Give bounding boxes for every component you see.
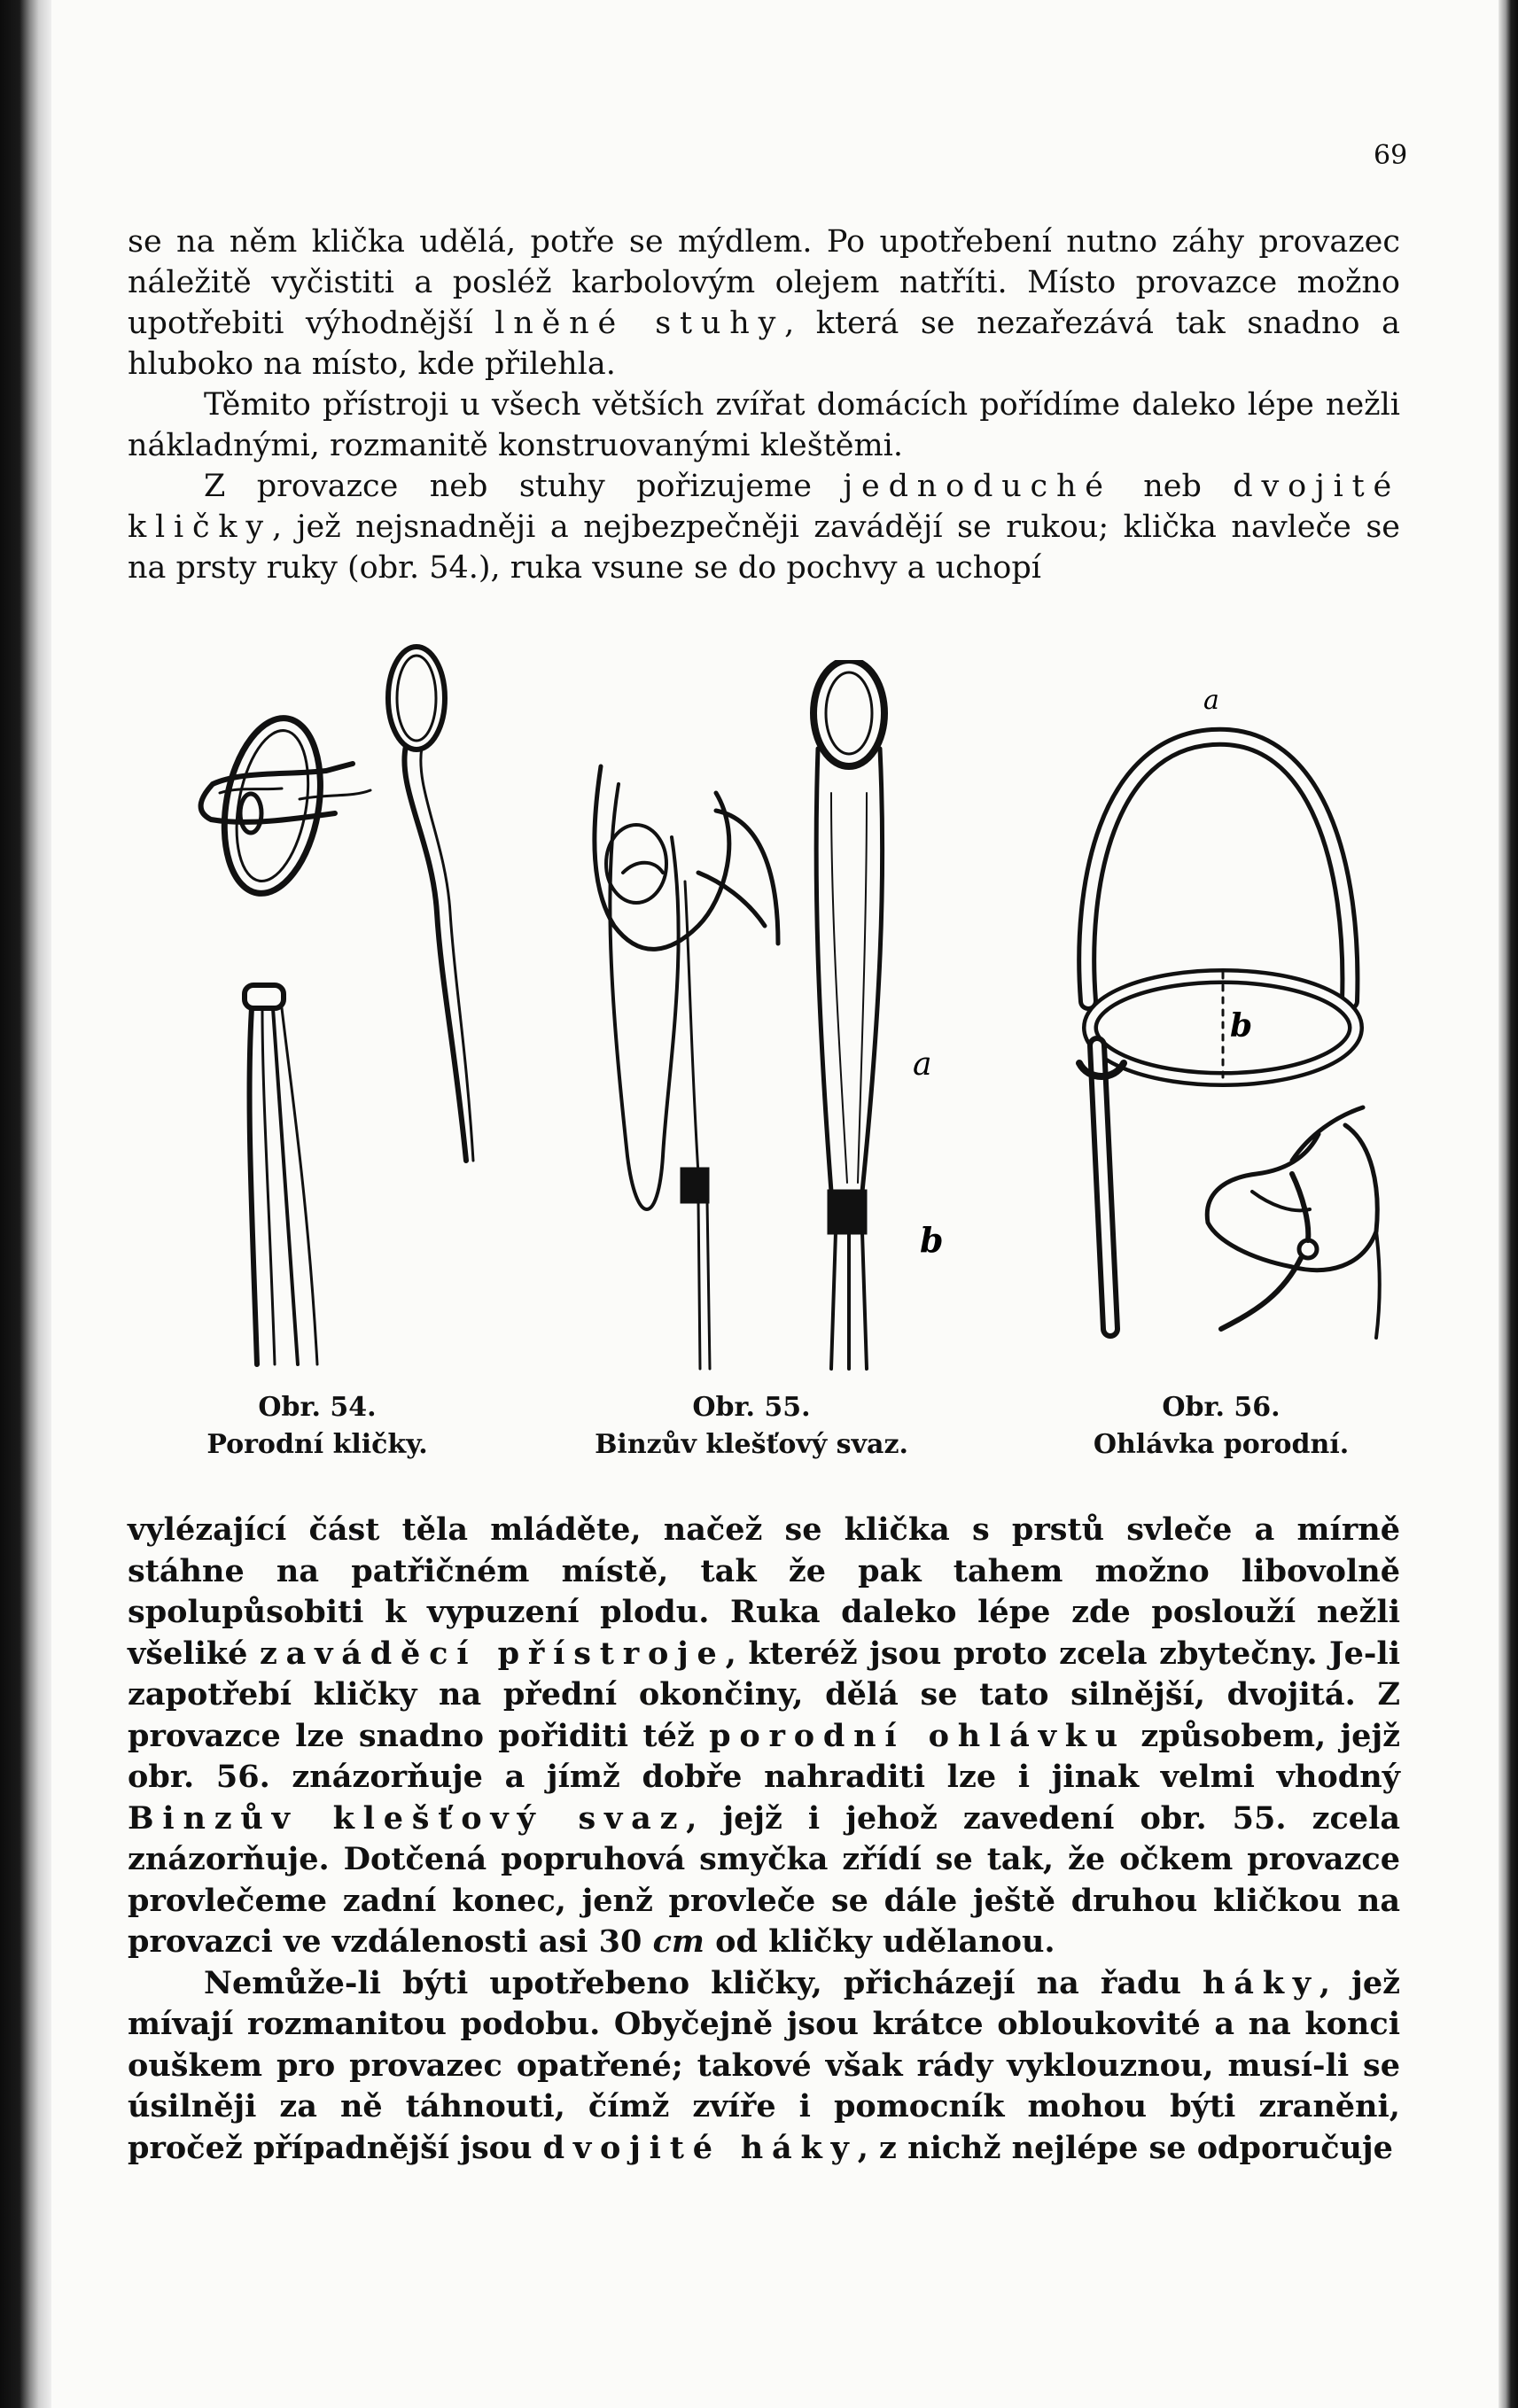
figure-56-label-a: a	[1203, 691, 1219, 716]
binz-strap-drawing	[565, 660, 982, 1378]
emphasis-lnene-stuhy: lněné stuhy	[494, 306, 785, 341]
figure-55-number: Obr. 55.	[692, 1392, 811, 1423]
halter-drawing	[1026, 691, 1416, 1347]
emphasis-dvojite-haky: dvojité háky	[542, 2129, 858, 2166]
figure-56-title: Ohlávka porodní.	[1093, 1429, 1350, 1460]
figure-56-number: Obr. 56.	[1162, 1392, 1281, 1423]
figure-54-illustration	[140, 638, 494, 1373]
rope-loop-drawing	[140, 638, 494, 1373]
scan-left-edge	[0, 0, 51, 2408]
figure-55-label-b: b	[920, 1220, 944, 1260]
bottom-text-block	[128, 1510, 1400, 2169]
figure-54-title: Porodní kličky.	[206, 1429, 428, 1460]
figure-56-caption	[1026, 1389, 1416, 1464]
emphasis-zavadeci: zaváděcí přístroje	[259, 1635, 726, 1672]
figure-55-title: Binzův klešťový svaz.	[595, 1429, 908, 1460]
emphasis-jednoduche: jednoduché	[843, 469, 1112, 504]
figure-56-label-b: b	[1230, 1007, 1253, 1045]
figure-54-number: Obr. 54.	[258, 1392, 377, 1423]
scan-right-edge	[1499, 0, 1518, 2408]
emphasis-haky: háky	[1203, 1964, 1319, 2001]
paragraph-4: vylézající část těla mláděte, načež se klička s prstů svleče a mírně stáhne na patřičném místě, tak že pak tahem možno libovolně spolupůsobiti k vypuzení plodu. Ruka daleko lépe zde poslouží nežli všeliké zaváděcí přístroje, kteréž jsou proto zcela zbytečny. Je-li zapotřebí kličky na přední okončiny, dělá se tato silnější, dvojitá. Z provazce lze snadno pořiditi též porodní ohlávku způsobem, jejž obr. 56. znázorňuje a jímž dobře nahraditi lze i jinak velmi vhodný Binzův klešťový svaz, jejž i jehož zavedení obr. 55. zcela znázorňuje. Dotčená popruhová smyčka zřídí se tak, že očkem provazce provlečeme zadní konec, jenž provleče se dále ještě druhou kličkou na provazci ve vzdálenosti asi 30 cm od kličky udělanou.	[128, 1511, 1400, 1960]
emphasis-dvojite-klicky: dvojité kličky	[128, 469, 1400, 545]
paragraph-1: se na něm klička udělá, potře se mýdlem. Po upotřebení nutno záhy provazec náležitě vyčistiti a posléž karbolovým olejem natříti. Místo provazce možno upotřebiti výhodnější lněné stuhy, která se nezařezává tak snadno a hluboko na místo, kde přilehla.	[128, 224, 1400, 382]
figure-56-illustration	[1026, 691, 1416, 1347]
figure-55-illustration	[565, 660, 982, 1378]
unit-cm: cm	[652, 1923, 705, 1960]
paragraph-5: Nemůže-li býti upotřebeno kličky, přicházejí na řadu háky, jež mívají rozmanitou podobu. Obyčejně jsou krátce obloukovité a na konci ouškem pro provazec opatřené; takové však rády vyklouznou, musí-li se úsilněji za ně táhnouti, čímž zvíře i pomocník mohou býti zraněni, pročež případnější jsou dvojité háky, z nichž nejlépe se odporučuje	[128, 1964, 1400, 2166]
figure-55-caption	[548, 1389, 955, 1464]
figure-55-label-a: a	[913, 1046, 932, 1083]
emphasis-binzuv: Binzův klešťový svaz	[128, 1799, 687, 1837]
paragraph-3: Z provazce neb stuhy pořizujeme jednoduché neb dvojité kličky, jež nejsnadněji a nejbezpečněji zavádějí se rukou; klička navleče se na prsty ruky (obr. 54.), ruka vsune se do pochvy a uchopí	[128, 469, 1400, 586]
top-text-block	[128, 221, 1400, 588]
emphasis-porodni-ohlavku: porodní ohlávku	[709, 1717, 1127, 1754]
figure-54-caption	[140, 1389, 494, 1464]
page-number: 69	[1374, 140, 1408, 171]
paragraph-2: Těmito přístroji u všech větších zvířat domácích pořídíme daleko lépe nežli nákladnými, rozmanitě konstruovanými kleštěmi.	[128, 387, 1400, 463]
page	[51, 0, 1499, 2408]
